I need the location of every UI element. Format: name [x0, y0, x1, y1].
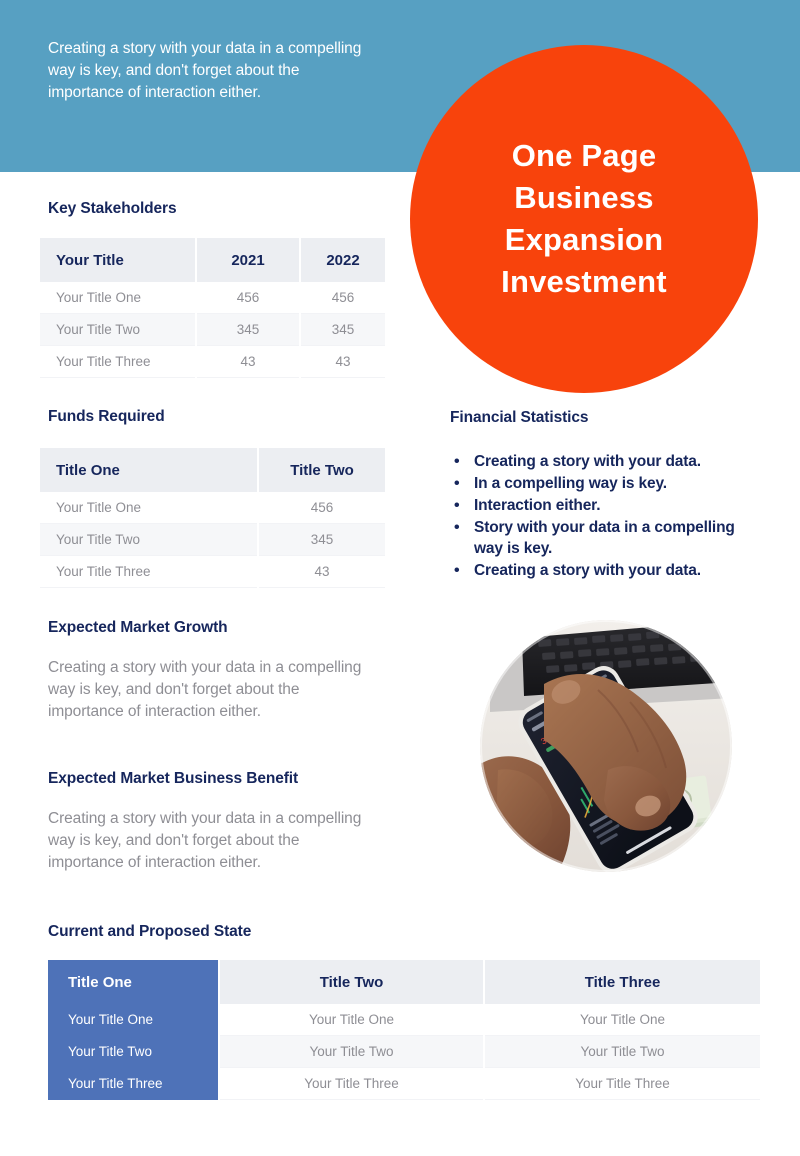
table-row — [40, 314, 385, 346]
list-item: • Creating a story with your data. — [452, 561, 762, 582]
table-cell: Your Title Two — [48, 1036, 219, 1068]
table-cell: Your Title One — [484, 1004, 760, 1036]
table-cell: Your Title Three — [48, 1068, 219, 1100]
table-cell: Your Title Three — [484, 1068, 760, 1100]
table-cell: Your Title Three — [40, 556, 258, 588]
financial-statistics-heading: Financial Statistics — [450, 409, 589, 426]
column-header: Title One — [48, 960, 219, 1004]
column-header: Title Three — [484, 960, 760, 1004]
table-cell: 43 — [258, 556, 385, 588]
key-stakeholders-heading: Key Stakeholders — [48, 200, 177, 217]
current-and-proposed-state-table — [48, 960, 760, 1100]
table-row — [40, 524, 385, 556]
table-cell: 345 — [196, 314, 300, 346]
table-cell: Your Title One — [48, 1004, 219, 1036]
table-cell: Your Title Two — [40, 314, 196, 346]
table-cell: 43 — [196, 346, 300, 378]
finance-photo — [480, 620, 732, 872]
column-header: Title Two — [258, 448, 385, 492]
list-item: • Creating a story with your data. — [452, 452, 762, 473]
column-header: 2022 — [300, 238, 385, 282]
table-row — [48, 1004, 760, 1036]
table-cell: Your Title One — [40, 282, 196, 314]
column-header: Title Two — [219, 960, 484, 1004]
title-circle — [410, 45, 758, 393]
table-cell: 345 — [258, 524, 385, 556]
table-header-row — [48, 960, 760, 1004]
column-header: Title One — [40, 448, 258, 492]
table-cell: Your Title Two — [40, 524, 258, 556]
expected-market-growth-body: Creating a story with your data in a compelling way is key, and don't forget about the importance of interaction either. — [48, 659, 362, 720]
list-item: • Interaction either. — [452, 496, 762, 517]
current-and-proposed-state-heading: Current and Proposed State — [48, 923, 252, 940]
table-cell: 456 — [300, 282, 385, 314]
table-row — [40, 282, 385, 314]
table-cell: 43 — [300, 346, 385, 378]
header-intro-text: Creating a story with your data in a compelling way is key, and don't forget about the importance of interaction either. — [48, 40, 362, 101]
key-stakeholders-table — [40, 238, 385, 378]
table-cell: Your Title Three — [219, 1068, 484, 1100]
financial-statistics-list — [452, 452, 762, 583]
expected-market-business-benefit-heading: Expected Market Business Benefit — [48, 770, 299, 787]
table-cell: Your Title Three — [40, 346, 196, 378]
table-cell: 345 — [300, 314, 385, 346]
table-row — [40, 346, 385, 378]
table-cell: 456 — [258, 492, 385, 524]
list-item: • Story with your data in a compelling way is key. — [452, 518, 762, 560]
page-title: One Page Business Expansion Investment — [501, 137, 667, 300]
table-cell: Your Title One — [219, 1004, 484, 1036]
table-cell: Your Title Two — [484, 1036, 760, 1068]
table-row — [40, 492, 385, 524]
column-header: 2021 — [196, 238, 300, 282]
table-header-row — [40, 238, 385, 282]
table-row — [48, 1068, 760, 1100]
column-header: Your Title — [40, 238, 196, 282]
list-item: • In a compelling way is key. — [452, 474, 762, 495]
table-row — [48, 1036, 760, 1068]
expected-market-business-benefit-body: Creating a story with your data in a compelling way is key, and don't forget about the importance of interaction either. — [48, 810, 362, 871]
finance-photo-illustration — [480, 620, 732, 872]
expected-market-growth-heading: Expected Market Growth — [48, 619, 228, 636]
table-cell: Your Title Two — [219, 1036, 484, 1068]
table-cell: Your Title One — [40, 492, 258, 524]
funds-required-table — [40, 448, 385, 588]
table-header-row — [40, 448, 385, 492]
funds-required-heading: Funds Required — [48, 408, 165, 425]
table-row — [40, 556, 385, 588]
table-cell: 456 — [196, 282, 300, 314]
